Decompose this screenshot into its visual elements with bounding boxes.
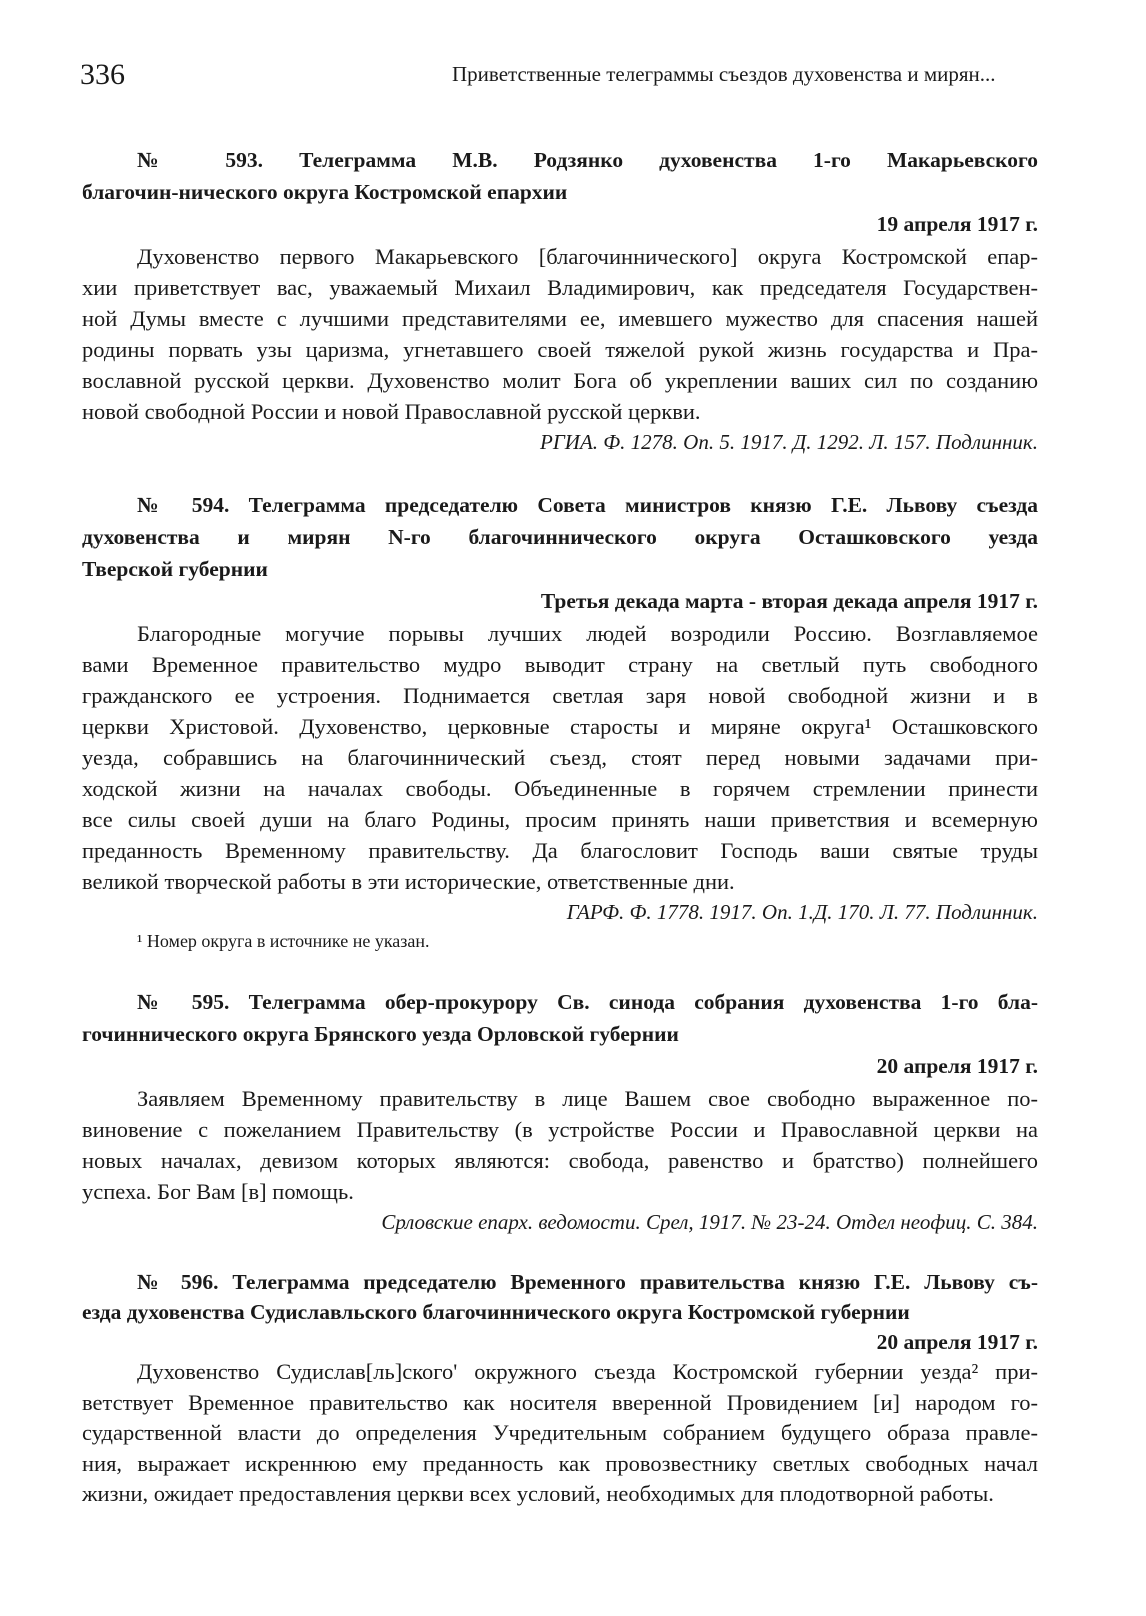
body-line: ния, выражает искреннюю ему преданность как провозвестнику светлых свободных начал [82,1450,1038,1476]
body-line: Духовенство Судислав[ль]ского' окружного съезда Костромской губернии уезда² при- [137,1359,1038,1384]
footnote: ¹ Номер округа в источнике не указан. [137,931,430,951]
body-line: церкви Христовой. Духовенство, церковные старосты и миряне округа¹ Осташковского [82,714,1038,739]
title-line: № 593. Телеграмма М.В. Родзянко духовенства 1-го Макарьевского [137,148,1038,172]
document-date: 19 апреля 1917 г. [876,212,1038,236]
document-title [82,144,1038,208]
title-line: № 595. Телеграмма обер-прокурору Св. синода собрания духовенства 1-го бла- [137,990,1038,1014]
body-line: ходской жизни на началах свободы. Объединенные в горячем стремлении принести [82,776,1038,801]
body-line: вами Временное правительство мудро выводит страну на светлый путь свободного [82,652,1038,677]
body-line: родины порвать узы царизма, угнетавшего своей тяжелой рукой жизнь государства и Пра- [82,337,1038,362]
body-line: вославной русской церкви. Духовенство молит Бога об укреплении ваших сил по созданию [82,368,1038,393]
document-body [82,1083,1038,1207]
running-title: Приветственные телеграммы съездов духовенства и мирян... [452,62,996,86]
document-date: 20 апреля 1917 г. [876,1330,1038,1354]
body-line: великой творческой работы в эти исторические, ответственные дни. [82,869,735,894]
body-line: виновение с пожеланием Правительству (в устройстве России и Православной церкви на [82,1117,1038,1142]
document-594 [82,489,1038,954]
body-line: сударственной власти до определения Учредительным собранием будущего образа правле- [82,1420,1038,1445]
title-line: благочин-нического округа Костромской епархии [82,180,568,204]
body-line: успеха. Бог Вам [в] помощь. [82,1179,354,1204]
document-body [82,618,1038,897]
body-line: ветствует Временное правительство как носителя вверенной Провидением [и] народом го- [82,1389,1038,1415]
body-line: Заявляем Временному правительству в лице Вашем свое свободно выраженное по- [137,1086,1038,1111]
body-line: Духовенство первого Макарьевского [благочиннического] округа Костромской епар- [137,244,1038,269]
body-line: Благородные могучие порывы лучших людей возродили Россию. Возглавляемое [137,621,1038,646]
title-line: Тверской губернии [82,557,268,581]
document-title [82,986,1038,1050]
body-line: уезда, собравшись на благочиннический съезд, стоят перед новыми задачами при- [82,745,1038,770]
document-title [82,489,1038,585]
body-line: гражданского ее устроения. Поднимается светлая заря новой свободной жизни и в [82,683,1038,708]
title-line: № 594. Телеграмма председателю Совета министров князю Г.Е. Львову съезда [137,493,1038,517]
title-line: духовенства и мирян N-го благочиннического округа Осташковского уезда [82,525,1038,549]
document-593 [82,144,1038,458]
title-line: гочиннического округа Брянского уезда Орловской губернии [82,1022,679,1046]
document-596 [82,1267,1038,1510]
body-line: преданность Временному правительству. Да благословит Господь ваши святые труды [82,838,1038,863]
archive-source: Срловские епарх. ведомости. Срел, 1917. № 23-24. Отдел неофиц. С. 384. [381,1210,1038,1234]
document-title [82,1267,1038,1327]
archive-source: ГАРФ. Ф. 1778. 1917. Оп. 1.Д. 170. Л. 77. Подлинник. [566,900,1038,924]
document-595 [82,986,1038,1238]
body-line: новой свободной России и новой Православной русской церкви. [82,399,701,424]
body-line: новых началах, девизом которых являются: свобода, равенство и братство) полнейшего [82,1148,1038,1173]
document-date: Третья декада марта - вторая декада апреля 1917 г. [540,589,1038,613]
document-body [82,241,1038,427]
archive-source: РГИА. Ф. 1278. Оп. 5. 1917. Д. 1292. Л. 157. Подлинник. [540,430,1038,454]
body-line: все силы своей души на благо Родины, просим принять наши приветствия и всемерную [82,807,1038,832]
document-body [82,1357,1038,1510]
body-line: хии приветствует вас, уважаемый Михаил Владимирович, как председателя Государствен- [82,275,1038,300]
page-number: 336 [80,58,125,91]
body-line: жизни, ожидает предоставления церкви всех условий, необходимых для плодотворной работы. [82,1481,994,1506]
body-line: ной Думы вместе с лучшими представителями ее, имевшего мужество для спасения нашей [82,306,1038,331]
title-line: езда духовенства Судиславльского благочиннического округа Костромской губернии [82,1300,910,1324]
document-date: 20 апреля 1917 г. [876,1054,1038,1078]
title-line: № 596. Телеграмма председателю Временного правительства князю Г.Е. Львову съ- [137,1270,1038,1294]
